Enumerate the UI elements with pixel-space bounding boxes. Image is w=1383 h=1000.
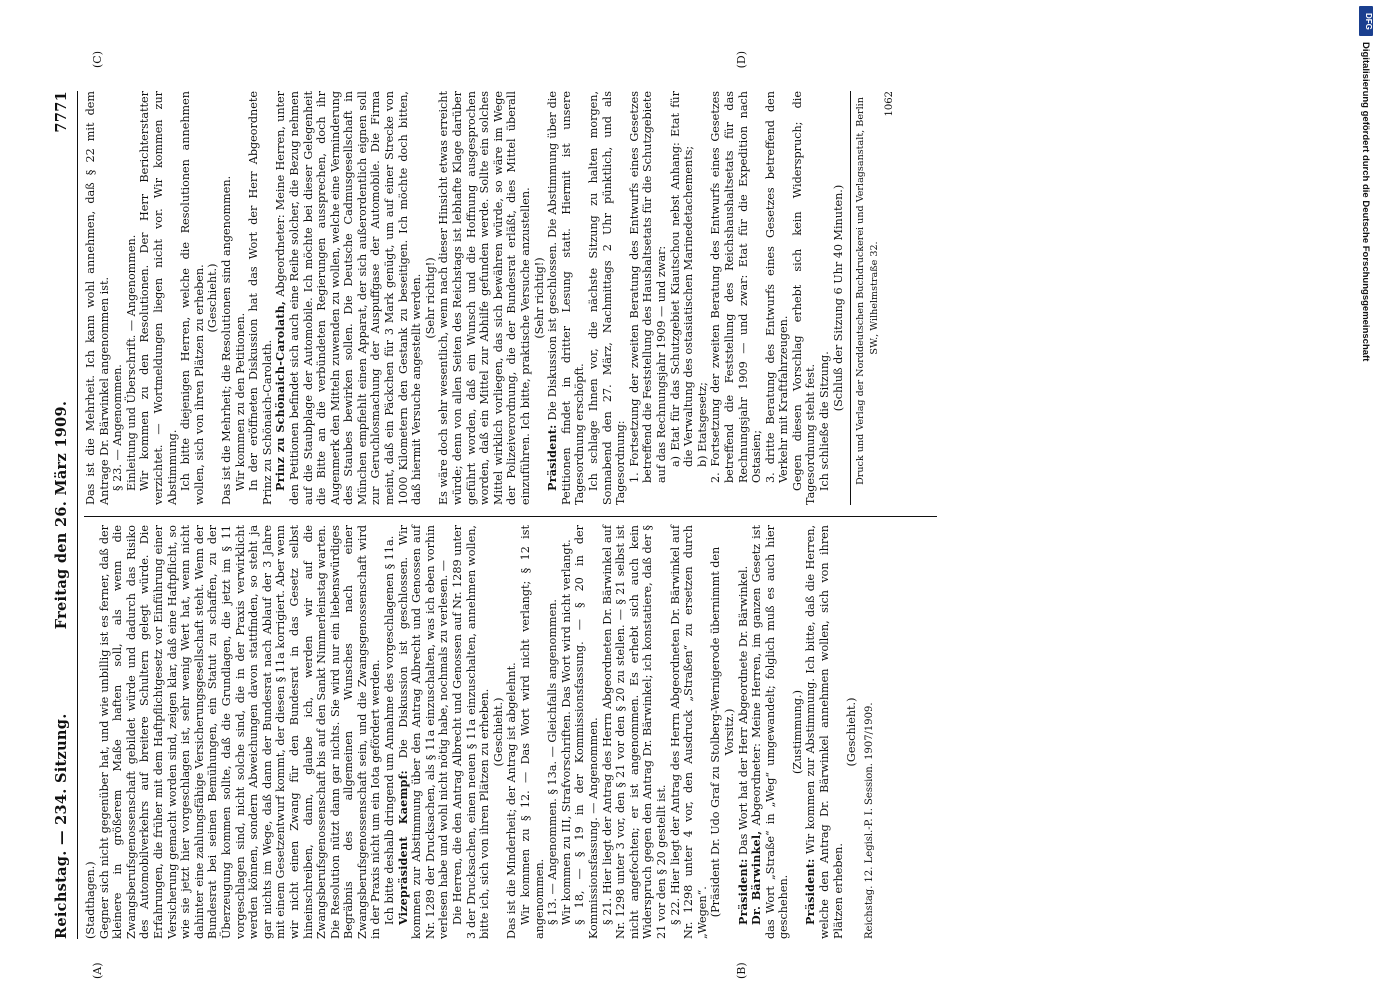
- right-paragraph: [818, 91, 832, 505]
- right-paragraph: [179, 91, 206, 505]
- margin-mark-a: (A): [91, 962, 104, 979]
- left-paragraph: [560, 525, 574, 939]
- left-paragraph: [669, 525, 710, 939]
- imprint-rule: [850, 91, 851, 505]
- paragraph-text: 3. dritte Beratung des Entwurfs eines Gesetzes betreffend den Verkehr mit Kraftfahrzeugen.: [763, 91, 791, 483]
- paragraph-text: Das Wort hat der Herr Abgeordnete Dr. Bärwinkel.: [736, 565, 750, 859]
- right-paragraph: [424, 91, 438, 505]
- left-column: [84, 525, 897, 939]
- digitization-note: Digitalisierung gefördert durch die Deutsche Forschungsgemeinschaft: [1360, 42, 1371, 362]
- paragraph-text: Das ist die Mehrheit. Ich kann wohl annehmen, daß § 22 mit dem Antrage Dr. Bärwinkel angenommen ist.: [84, 91, 111, 505]
- paragraph-text: § 21. Hier liegt der Antrag des Herrn Abgeordneten Dr. Bärwinkel auf Nr. 1298 unter 3 vor, den § 21 vor den § 20 zu stellen. — § 21 selbst ist nicht angefochten; er ist angenommen. Es erhebt sich auch kein Widerspruch gegen den Antrag Dr. Bärwinkel; ich konstatiere, daß der § 21 vor den § 20 gestellt ist.: [600, 525, 668, 939]
- paragraph-text: (Zustimmung.): [790, 690, 804, 774]
- left-paragraph: [98, 525, 383, 939]
- paragraph-text: 2. Fortsetzung der zweiten Beratung des Entwurfs eines Gesetzes betreffend die Feststellung des Reichshaushaltsetats für das Rechnungsjahr 1909 — und zwar: Etat für die Expedition nach Ostasien;: [709, 91, 764, 483]
- paragraph-text: Das ist die Minderheit; der Antrag ist abgelehnt.: [505, 662, 519, 939]
- right-paragraph: [709, 91, 763, 505]
- left-paragraph: [573, 525, 600, 939]
- paragraph-text: (Stadthagen.): [84, 861, 97, 939]
- right-column: [84, 91, 897, 505]
- paragraph-text: Wir kommen zur Abstimmung. Ich bitte, daß die Herren, welche den Antrag Dr. Bärwinkel annehmen wollen, sich von ihren Plätzen erheben.: [804, 525, 845, 939]
- document-page: [45, 45, 1280, 985]
- paragraph-text: Wir kommen zu den Resolutionen. Der Herr Berichterstatter verzichtet. — Wortmeldungen liegen nicht vor. Wir kommen zur Abstimmung.: [138, 91, 179, 505]
- speaker-name: Präsident:: [735, 858, 750, 925]
- paragraph-text: Wir kommen zu § 12. — Das Wort wird nicht verlangt; § 12 ist angenommen.: [519, 525, 546, 939]
- paragraph-text: Die Herren, die den Antrag Albrecht und Genossen auf Nr. 1289 unter 3 der Drucksachen, einen neuen § 11a einzuschalten, annehmen wollen, bitte ich, sich von ihren Plätzen zu erheben.: [451, 524, 492, 939]
- paragraph-text: (Geschieht.): [845, 697, 859, 767]
- right-paragraph: [587, 91, 628, 505]
- paragraph-text: Die Diskussion ist geschlossen. Die Abstimmung über die Petitionen findet in dritter Lesung statt. Hiermit ist unsere Tagesordnung erschöpft.: [546, 91, 587, 505]
- paragraph-text: (Geschieht.): [491, 697, 505, 767]
- paragraph-text: Ich schlage Ihnen vor, die nächste Sitzung zu halten morgen, Sonnabend den 27. März, Nachmittags 2 Uhr pünktlich, und als Tagesordnung:: [586, 91, 628, 505]
- left-paragraph: [546, 525, 560, 939]
- speaker-name: Prinz zu Schönaich-Carolath,: [273, 300, 288, 491]
- margin-mark-d: (D): [735, 51, 748, 69]
- left-paragraph: [601, 525, 669, 939]
- speaker-name: Präsident:: [803, 858, 818, 925]
- header-left: Reichstag. — 234. Sitzung.: [53, 713, 70, 939]
- text-columns: [84, 91, 897, 939]
- right-paragraph: [138, 91, 179, 505]
- imprint-number: 1062: [884, 91, 896, 117]
- paragraph-text: (Schluß der Sitzung 6 Uhr 40 Minuten.): [831, 184, 845, 412]
- paragraph-text: Die Diskussion ist geschlossen. Wir kommen zur Abstimmung über den Antrag Albrecht und Genossen auf Nr. 1289 der Drucksachen, als § 11a einzuschalten, was ich eben vorhin verlesen habe und wohl nicht nötig habe, nochmals zu verlesen. —: [396, 525, 451, 939]
- paragraph-text: In der eröffneten Diskussion hat das Wort der Herr Abgeordnete Prinz zu Schönaich-Carolath.: [247, 91, 274, 505]
- right-paragraph: [111, 91, 125, 505]
- paragraph-text: § 18, — § 19 in der Kommissionsfassung. — § 20 in der Kommissionsfassung. — Angenommen.: [573, 525, 600, 939]
- right-paragraph: [234, 91, 248, 505]
- paragraph-text: (Präsident Dr. Udo Graf zu Stolberg-Wernigerode übernimmt den Vorsitz.): [709, 546, 736, 918]
- paragraph-text: (Geschieht.): [206, 263, 220, 333]
- paragraph-text: § 13. — Angenommen. § 13a. — Gleichfalls angenommen.: [546, 599, 560, 925]
- paragraph-text: Wir kommen zu III, Strafvorschriften. Das Wort wird nicht verlangt.: [559, 539, 573, 925]
- page-number: 7771: [53, 91, 70, 133]
- right-paragraph: [220, 91, 234, 505]
- left-paragraph: [804, 525, 845, 939]
- header-date: Freitag den 26. März 1909.: [53, 400, 70, 630]
- paragraph-text: Ich bitte diejenigen Herren, welche die Resolutionen annehmen wollen, sich von ihren Plätzen zu erheben.: [179, 91, 206, 505]
- left-paragraph: [383, 525, 397, 939]
- left-paragraph: [505, 525, 519, 939]
- left-paragraph: [750, 525, 791, 939]
- left-paragraph: [709, 525, 736, 939]
- left-paragraph: [519, 525, 546, 939]
- paragraph-text: (Sehr richtig!): [423, 257, 437, 339]
- margin-mark-b: (B): [735, 962, 748, 979]
- right-paragraph: [791, 91, 818, 505]
- paragraph-text: Es wäre doch sehr wesentlich, wenn nach dieser Hinsicht etwas erreicht würde; denn von allen Seiten des Reichstags ist lebhafte Klage darüber geführt worden, daß ein Wunsch und die Hoffnung ausgesprochen worden, daß ein Mittel zur Abhilfe gefunden werde. Sollte ein solches Mittel wirklich vorliegen, das sich bewähren würde, so wäre im Wege der Polizeiverordnung, die der Bundesrat erläßt, dies Mittel überall einzuführen. Ich bitte, praktische Versuche anzustellen.: [437, 91, 532, 505]
- session-footer: Reichstag. 12. Legisl.-P. I. Session. 1907/1909.: [863, 702, 875, 939]
- right-paragraph: [247, 91, 274, 505]
- printer-imprint: Druck und Verlag der Norddeutschen Buchdruckerei und Verlagsanstalt, Berlin SW., Wilhelmstraße 32.: [855, 97, 880, 485]
- left-paragraph: [84, 525, 98, 939]
- margin-mark-c: (C): [91, 51, 104, 68]
- left-paragraph: [791, 525, 805, 939]
- right-paragraph: [84, 91, 111, 505]
- dfg-logo: DFG: [1359, 6, 1373, 36]
- speaker-name: Dr. Bärwinkel,: [749, 830, 764, 925]
- paragraph-text: Abgeordneter: Meine Herren, im ganzen Gesetz ist das Wort „Straße“ in „Weg“ umgewandelt; folglich muß es auch hier geschehen.: [750, 525, 791, 939]
- speaker-name: Vizepräsident Kaempf:: [395, 770, 410, 925]
- left-paragraph: [397, 525, 451, 939]
- right-paragraph: [696, 91, 710, 505]
- right-paragraph: [437, 91, 532, 505]
- column-divider: [84, 516, 937, 517]
- digitization-sidebar: [1357, 0, 1377, 1000]
- right-paragraph: [628, 91, 669, 505]
- right-paragraph: [125, 91, 139, 505]
- right-paragraph: [764, 91, 791, 505]
- paragraph-text: Einleitung und Überschrift. — Angenommen.: [124, 234, 138, 491]
- page-header: [53, 91, 78, 939]
- right-paragraph: [669, 91, 696, 505]
- right-paragraph: [546, 91, 587, 505]
- right-paragraph: [533, 91, 547, 505]
- paragraph-text: (Sehr richtig!): [532, 257, 546, 339]
- paragraph-text: 1. Fortsetzung der zweiten Beratung des Entwurfs eines Gesetzes betreffend die Feststellung des Haushaltsetats für die Schutzgebiete auf das Rechnungsjahr 1909 — und zwar:: [627, 91, 668, 483]
- paragraph-text: Wir kommen zu den Petitionen.: [233, 312, 247, 491]
- paragraph-text: § 22. Hier liegt der Antrag des Herrn Abgeordneten Dr. Bärwinkel auf Nr. 1298 unter 4 vor, den Ausdruck „Straßen“ zu ersetzen durch „Wegen“.: [668, 525, 709, 939]
- left-paragraph: [451, 525, 492, 939]
- paragraph-text: b) Etatsgesetz;: [695, 382, 709, 467]
- paragraph-text: Das ist die Mehrheit; die Resolutionen sind angenommen.: [219, 175, 233, 505]
- left-paragraph: [737, 525, 751, 939]
- left-paragraph: [845, 525, 859, 939]
- paragraph-text: a) Etat für das Schutzgebiet Kiautschou nebst Anhang: Etat für die Verwaltung des ostasiatischen Marinedetachements;: [668, 91, 696, 467]
- paragraph-text: Ich bitte deshalb dringend um Annahme des vorgeschlagenen § 11a.: [383, 535, 397, 925]
- speaker-name: Präsident:: [545, 424, 560, 491]
- paragraph-text: Ich schließe die Sitzung.: [818, 351, 832, 491]
- right-paragraph: [274, 91, 424, 505]
- left-paragraph: [492, 525, 506, 939]
- paragraph-text: § 23. — Angenommen.: [111, 364, 125, 491]
- right-paragraph: [206, 91, 220, 505]
- paragraph-text: Gegen diesen Vorschlag erhebt sich kein Widerspruch; die Tagesordnung steht fest.: [790, 91, 818, 505]
- paragraph-text: Gegner sich nicht gegenüber hat, und wie unbillig ist es ferner, daß der kleinere in größerem Maße haften soll, als wenn die Zwangsberufsgenossenschaft gebildet würde und dadurch das Risiko des Automobilverkehrs auf breitere Schultern gelegt würde. Die Erfahrungen, die früher mit dem Haftpflichtgesetz vor Einführung einer Versicherung gemacht worden sind, zeigen klar, daß eine Haftpflicht, so wie sie jetzt hier vorgeschlagen ist, sehr wenig Wert hat, wenn nicht dahinter eine zahlungsfähige Versicherungsgesellschaft steht. Wenn der Bundesrat bei seinen Bemühungen, ein Statut zu schaffen, zu der Überzeugung kommen sollte, daß die Grundlagen, die jetzt im § 11 vorgeschlagen sind, nicht solche sind, die in der Praxis verwirklicht werden können, sondern Abweichungen davon stattfinden, so steht ja gar nichts im Wege, daß dann der Bundesrat nach Ablauf der 3 Jahre mit einem Gesetzentwurf kommt, der diesen § 11a korrigiert. Aber wenn wir nicht einen Zwang für den Bundesrat in das Gesetz selbst hineinschreiben, dann, glaube ich, werden wir auf die Zwangsberufsgenossenschaft bis auf den Sankt Nimmerleinstag warten. Die Resolution nützt dann gar nichts. Sie wird nur ein liebenswürdiges Begräbnis des allgemeinen Wunsches nach einer Zwangsberufsgenossenschaft sein, und die Zwangsgenossenschaft wird in der Praxis nicht um ein Iota gefördert werden.: [97, 525, 383, 939]
- paragraph-text: Abgeordneter: Meine Herren, unter den Petitionen befindet sich auch eine Reihe solcher, die Bezug nehmen auf die Staubplage der Automobile. Ich möchte bei dieser Gelegenheit die Bitte an die verbündeten Regierungen aussprechen, doch ihr Augenmerk den Mitteln zuwenden zu wollen, welche eine Verminderung des Staubes bewirken sollen. Die Deutsche Cadmusgesellschaft in München empfiehlt einen Apparat, der sich außerordentlich eignen soll zur Geruchlosmachung der Auspuffgase der Automobile. Die Firma meint, daß ein Päckchen für 3 Mark genügt, um auf einer Strecke von 1000 Kilometern den Gestank zu beseitigen. Ich möchte doch bitten, daß hiermit Versuche angestellt werden.: [274, 91, 424, 505]
- right-paragraph: [832, 91, 846, 505]
